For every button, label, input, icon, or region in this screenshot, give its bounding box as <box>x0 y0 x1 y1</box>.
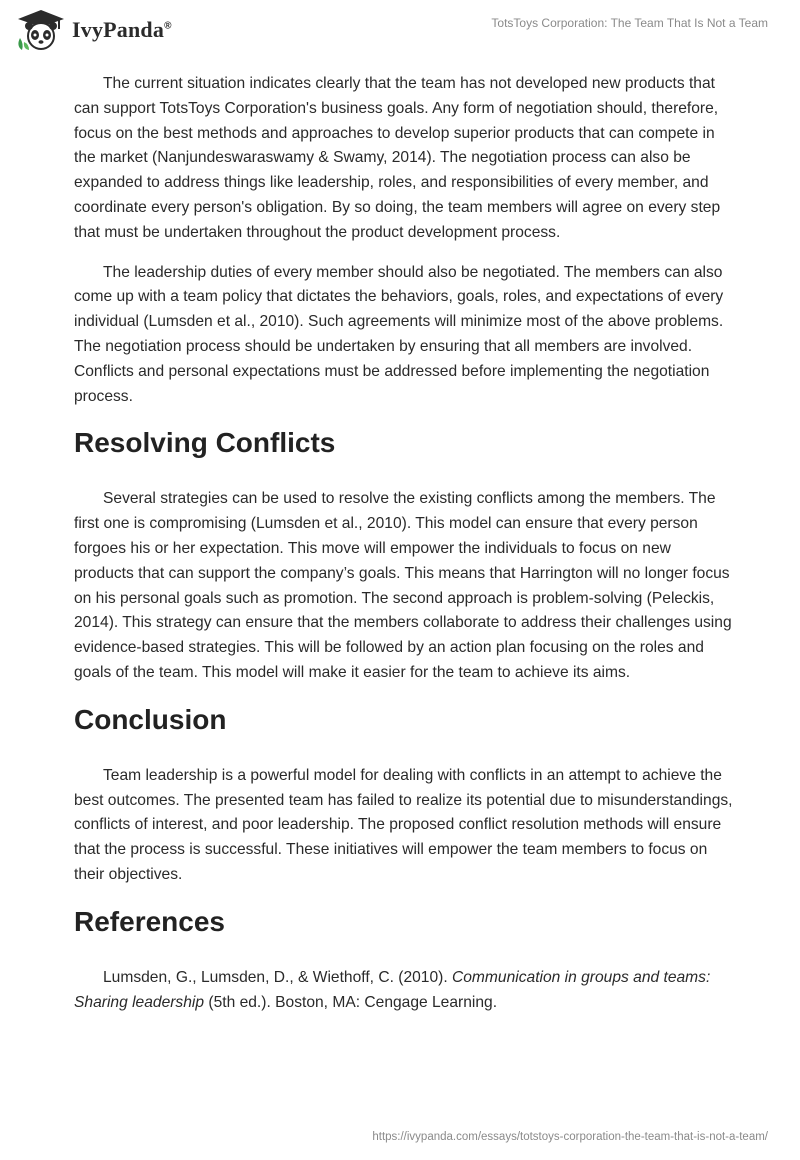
paragraph-resolving-conflicts: Several strategies can be used to resolve the existing conflicts among the members. The first one is compromising (Lumsden et al., 2010). This model can ensure that every person forgoes his or her expectation. This move will empower the individuals to focus on new products that can support the company’s goals. This means that Harrington will no longer focus on his personal goals such as promotion. The second approach is problem-solving (Peleckis, 2014). This strategy can ensure that the members collaborate to address their challenges using evidence-based strategies. This will be followed by an action plan focusing on the roles and goals of the team. This model will make it easier for the team to achieve its aims. <box>74 490 732 681</box>
heading-references: References <box>74 905 225 937</box>
ivypanda-logo[interactable] <box>14 8 172 52</box>
paragraph-leadership-duties: The leadership duties of every member should also be negotiated. The members can also come up with a team policy that dictates the behaviors, goals, roles, and expectations of every individual (Lumsden et al., 2010). Such agreements will minimize most of the above problems. The negotiation process should be undertaken by ensuring that all members are involved. Conflicts and personal expectations must be addressed before implementing the negotiation process. <box>74 263 724 405</box>
running-title: TotsToys Corporation: The Team That Is Not a Team <box>491 16 768 30</box>
logo-wordmark: IvyPanda® <box>72 17 172 42</box>
essay-body <box>74 72 734 1030</box>
paragraph-negotiation-focus: The current situation indicates clearly that the team has not developed new products that can support TotsToys Corporation's business goals. Any form of negotiation should, therefore, focus on the best methods and approaches to develop superior products that can compete in the market (Nanjundeswaraswamy & Swamy, 2014). The negotiation process can also be expanded to address things like leadership, roles, and responsibilities of every member, and coordinate every person's obligation. By so doing, the team members will agree on every step that must be undertaken throughout the product development process. <box>74 75 721 241</box>
page-header <box>0 0 800 60</box>
panda-graduation-cap-icon <box>14 8 68 52</box>
reference-entry <box>74 966 734 1016</box>
reference-publication: (5th ed.). Boston, MA: Cengage Learning. <box>204 993 498 1011</box>
heading-conclusion: Conclusion <box>74 703 227 735</box>
source-url[interactable]: https://ivypanda.com/essays/totstoys-corporation-the-team-that-is-not-a-team/ <box>372 1131 768 1143</box>
reference-title: Communication in groups and teams: Sharing leadership <box>74 968 711 1011</box>
heading-resolving-conflicts: Resolving Conflicts <box>74 427 336 459</box>
paragraph-conclusion: Team leadership is a powerful model for dealing with conflicts in an attempt to achieve the best outcomes. The presented team has failed to realize its potential due to misunderstandings, conflicts of interest, and poor leadership. The proposed conflict resolution methods will ensure that the process is successful. These initiatives will empower the team members to focus on their objectives. <box>74 766 733 883</box>
reference-authors: Lumsden, G., Lumsden, D., & Wiethoff, C. (2010). <box>103 968 452 986</box>
